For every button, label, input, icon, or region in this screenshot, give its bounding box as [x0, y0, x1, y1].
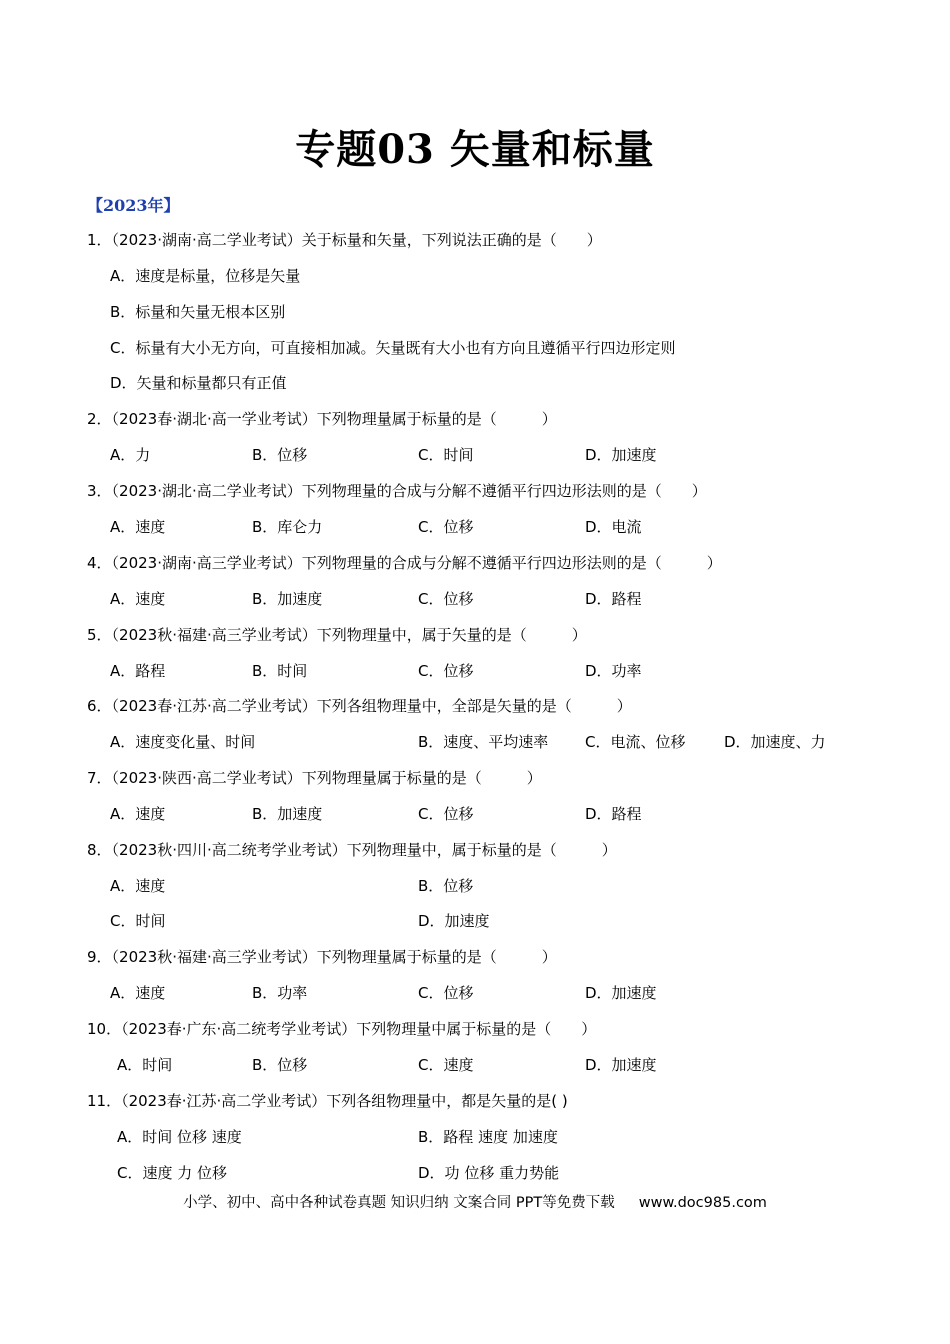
question-10-option-d: D．加速度	[585, 1056, 657, 1074]
question-9-option-d: D．加速度	[585, 984, 657, 1002]
question-4-option-b: B．加速度	[252, 590, 323, 608]
question-2-option-b: B．位移	[252, 446, 308, 464]
question-4-option-c: C．位移	[418, 590, 474, 608]
footer-site-link[interactable]: www.doc985.com	[638, 1195, 767, 1211]
question-11-option-a: A．时间 位移 速度	[117, 1128, 242, 1146]
question-3-option-c: C．位移	[418, 518, 474, 536]
question-3-stem: 3．（2023·湖北·高二学业考试）下列物理量的合成与分解不遵循平行四边形法则的是（ ）	[87, 482, 707, 500]
footer	[0, 1191, 950, 1212]
question-5-option-d: D．功率	[585, 662, 642, 680]
question-11-option-b: B．路程 速度 加速度	[418, 1128, 558, 1146]
question-5-option-a: A．路程	[110, 662, 166, 680]
question-11-option-d: D．功 位移 重力势能	[418, 1164, 560, 1182]
question-2-option-a: A．力	[110, 446, 151, 464]
question-10-stem: 10．（2023春·广东·高二统考学业考试）下列物理量中属于标量的是（ ）	[87, 1020, 597, 1038]
question-9-stem: 9．（2023秋·福建·高三学业考试）下列物理量属于标量的是（ ）	[87, 948, 557, 966]
question-4-stem: 4．（2023·湖南·高三学业考试）下列物理量的合成与分解不遵循平行四边形法则的是（ ）	[87, 554, 722, 572]
question-3-option-a: A．速度	[110, 518, 166, 536]
question-6-option-a: A．速度变化量、时间	[110, 733, 256, 751]
question-1-option-d: D．矢量和标量都只有正值	[110, 374, 287, 392]
question-10-option-a: A．时间	[117, 1056, 173, 1074]
question-6-option-d: D．加速度、力	[724, 733, 826, 751]
question-6-stem: 6．（2023春·江苏·高二学业考试）下列各组物理量中，全部是矢量的是（ ）	[87, 697, 632, 715]
question-11-stem: 11．（2023春·江苏·高二学业考试）下列各组物理量中，都是矢量的是( )	[87, 1092, 568, 1110]
question-9-option-b: B．功率	[252, 984, 308, 1002]
question-7-option-a: A．速度	[110, 805, 166, 823]
question-3-option-d: D．电流	[585, 518, 642, 536]
question-8-option-b: B．位移	[418, 877, 474, 895]
question-7-option-b: B．加速度	[252, 805, 323, 823]
question-8-option-c: C．时间	[110, 912, 166, 930]
question-1-option-b: B．标量和矢量无根本区别	[110, 303, 286, 321]
page-title: 专题03 矢量和标量	[295, 126, 655, 173]
question-1-stem: 1．（2023·湖南·高二学业考试）关于标量和矢量，下列说法正确的是（ ）	[87, 231, 602, 249]
question-4-option-a: A．速度	[110, 590, 166, 608]
question-9-option-a: A．速度	[110, 984, 166, 1002]
question-5-stem: 5．（2023秋·福建·高三学业考试）下列物理量中，属于矢量的是（ ）	[87, 626, 587, 644]
question-10-option-c: C．速度	[418, 1056, 474, 1074]
question-7-option-d: D．路程	[585, 805, 642, 823]
question-3-option-b: B．库仑力	[252, 518, 323, 536]
question-2-option-c: C．时间	[418, 446, 474, 464]
question-2-option-d: D．加速度	[585, 446, 657, 464]
question-9-option-c: C．位移	[418, 984, 474, 1002]
question-1-option-c: C．标量有大小无方向，可直接相加减。矢量既有大小也有方向且遵循平行四边形定则	[110, 339, 676, 357]
section-heading: 【2023年】	[87, 196, 180, 215]
question-8-option-a: A．速度	[110, 877, 166, 895]
question-6-option-c: C．电流、位移	[585, 733, 686, 751]
question-1-option-a: A．速度是标量，位移是矢量	[110, 267, 301, 285]
question-10-option-b: B．位移	[252, 1056, 308, 1074]
question-6-option-b: B．速度、平均速率	[418, 733, 549, 751]
question-2-stem: 2．（2023春·湖北·高一学业考试）下列物理量属于标量的是（ ）	[87, 410, 557, 428]
question-11-option-c: C．速度 力 位移	[117, 1164, 228, 1182]
footer-text: 小学、初中、高中各种试卷真题 知识归纳 文案合同 PPT等免费下载	[183, 1195, 615, 1211]
question-4-option-d: D．路程	[585, 590, 642, 608]
question-7-option-c: C．位移	[418, 805, 474, 823]
question-8-option-d: D．加速度	[418, 912, 490, 930]
question-5-option-c: C．位移	[418, 662, 474, 680]
question-5-option-b: B．时间	[252, 662, 308, 680]
question-7-stem: 7．（2023·陕西·高二学业考试）下列物理量属于标量的是（ ）	[87, 769, 542, 787]
question-8-stem: 8．（2023秋·四川·高二统考学业考试）下列物理量中，属于标量的是（ ）	[87, 841, 617, 859]
